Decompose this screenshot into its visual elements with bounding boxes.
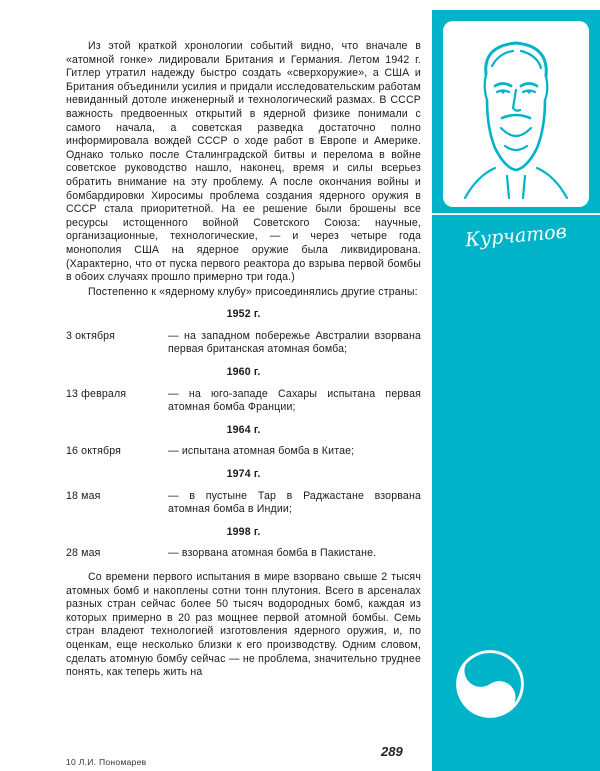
yin-yang-icon (454, 648, 526, 720)
timeline-date: 28 мая (66, 547, 101, 560)
timeline-year: 1960 г. (226, 366, 261, 379)
timeline-year: 1952 г. (226, 308, 261, 321)
kurchatov-signature: Курчатов (464, 220, 568, 252)
timeline-year: 1974 г. (226, 468, 261, 481)
paragraph-lead: Постепенно к «ядерному клубу» присоединялись другие страны: (88, 285, 418, 298)
timeline-event: — взорвана атомная бомба в Пакистане. (168, 547, 377, 560)
timeline-row (66, 330, 421, 357)
timeline-date: 16 октября (66, 445, 122, 458)
timeline-event: — испытана атомная бомба в Китае; (168, 445, 355, 458)
timeline-row (66, 388, 421, 415)
timeline-event: — на юго-западе Сахары испытана первая атомная бомба Франции; (168, 387, 421, 414)
portrait-frame (443, 21, 589, 207)
paragraph-intro: Из этой краткой хронологии событий видно, что вначале в «атомной гонке» лидировали Британия и Германия. Летом 1942 г. Гитлер утратил надежду быстро создать «сверхоружие», а США и Британия объединили усилия и придали исследовательским работам невиданный дотоле инженерный и технологический размах. В СССР важность предвоенных открытий в ядерной физике понимали с самого начала, а советская разведка достаточно полно информировала вождей СССР о ходе работ в Европе и Америке. Однако только после Сталинградской битвы и перелома в войне советское руководство нашло, наконец, время и силы всерьез обратить внимание на эту проблему. А после окончания войны и бомбардировки Хиросимы проблема создания ядерного оружия в СССР стала приоритетной. На ее решение были брошены все ресурсы истощенного войной Советского Союза: научные, организационные, технологические, — и через четыре года монополия США на ядерное оружие была ликвидирована. (Характерно, что от пуска первого реактора до взрыва первой бомбы в обоих случаях прошло примерно три года.) (66, 40, 421, 284)
timeline-event: — на западном побережье Австралии взорвана первая британская атомная бомба; (168, 329, 421, 356)
timeline-row (66, 490, 421, 517)
timeline-year: 1964 г. (226, 423, 261, 436)
page-number: 289 (381, 744, 403, 759)
sidebar-panel (432, 10, 600, 771)
timeline-row (66, 547, 421, 561)
timeline-event: — в пустыне Тар в Раджастане взорвана атомная бомба в Индии; (168, 489, 421, 516)
timeline-date: 18 мая (66, 489, 101, 502)
timeline-date: 3 октября (66, 329, 115, 342)
sidebar-divider (432, 213, 600, 215)
timeline-year: 1998 г. (226, 525, 261, 538)
timeline-date: 13 февраля (66, 387, 127, 400)
paragraph-closing: Со времени первого испытания в мире взорвано свыше 2 тысяч атомных бомб и накоплены сотни тонн плутония. Всего в арсеналах разных стран сейчас более 50 тысяч водородных бомб, каждая из которых примерно в 20 раз мощнее первой атомной бомбы. Семь стран владеют технологией изготовления ядерного оружия, и, по оценкам, еще несколько близки к его производству. Одним словом, сделать атомную бомбу сейчас — не проблема, значительно труднее понять, как теперь жить на (66, 571, 421, 679)
main-text-column (66, 40, 421, 680)
footer-imprint: 10 Л.И. Пономарев (66, 757, 147, 767)
kurchatov-portrait-icon (449, 30, 583, 207)
timeline-row (66, 445, 421, 459)
